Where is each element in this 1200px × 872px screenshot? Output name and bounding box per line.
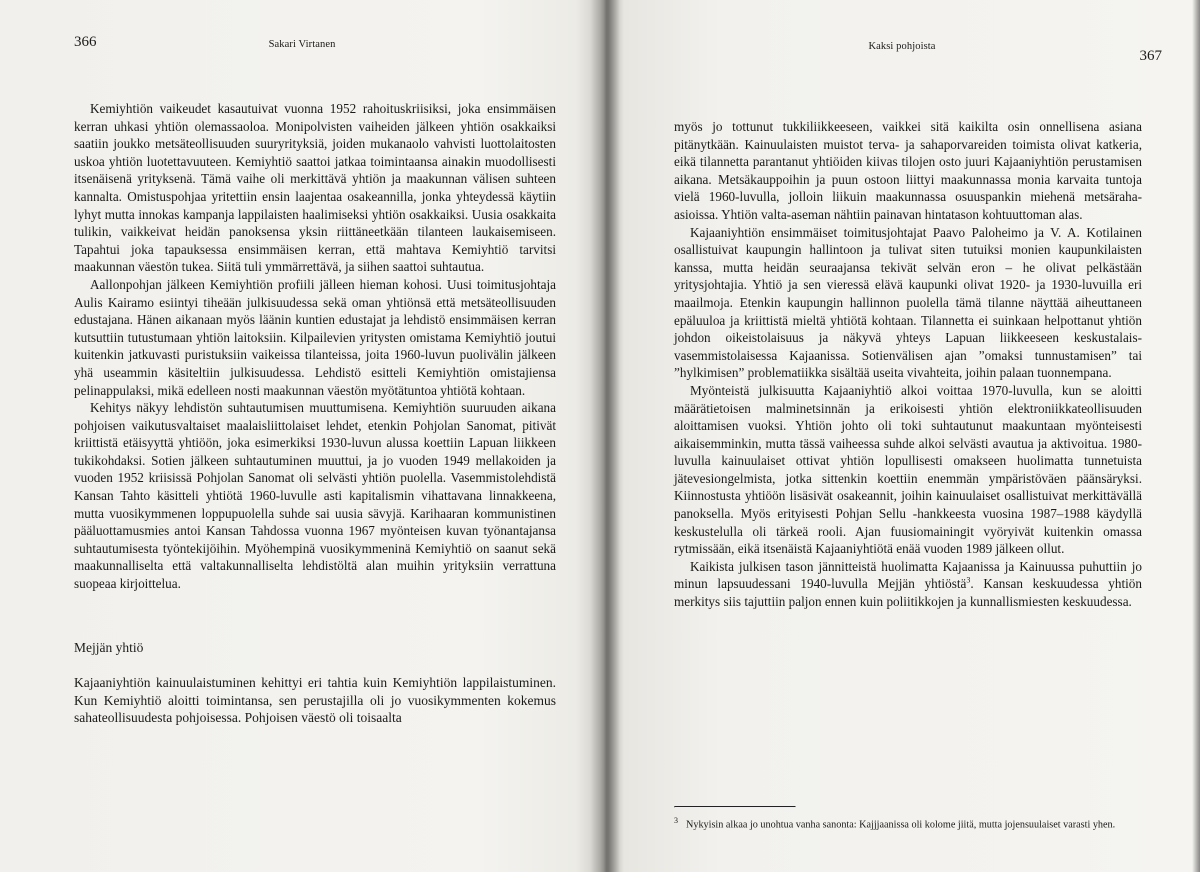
paragraph-text: Kaikista julkisen tason jännitteistä huolimatta Kajaanissa ja Kainuussa puhuttiin jo minun lapsuudessani 1940-luvulla Mejjän yhtiöstä	[674, 558, 1142, 592]
paragraph: Kehitys näkyy lehdistön suhtautumisen muuttumisena. Kemiyhtiön suuruuden aikana pohjoisen vaikutusvaltaiset maalaisliittolaiset lehdet, etenkin Pohjolan Sanomat, pitivät kriittistä etäisyyttä yhtiöön, joka esimerkiksi 1930-luvun alussa koettiin Lapuan liikkeen tukikohdaksi. Sotien jälkeen suhtautuminen muuttui, ja jo vuoden 1949 mellakoiden ja vuoden 1952 kriisissä Pohjolan Sanomat oli selvästi yhtiön puolella. Vasemmistolehdistä Kansan Tahto käsitteli yhtiötä 1960-luvulle asti kapitalismin vihattavana linnakkeena, mutta vuosikymmenen loppupuolella suhde sai uusia sävyjä. Karihaaran kommunistinen pääluottamusmies antoi Kansan Tahdossa vuonna 1967 myönteisen kuvan työnantajansa suhtautumisesta työntekijöihin. Myöhempinä vuosikymmeninä Kemiyhtiö on saanut sekä maakunnalliselta että valtakunnalliselta lehdistöltä alan muihin yrityksiin verrattuna suopeaa kirjoittelua.	[74, 400, 556, 592]
paragraph	[674, 558, 1142, 611]
right-page-body	[674, 118, 1142, 611]
footnote-text: Nykyisin alkaa jo unohtua vanha sanonta: Kajjjaanissa oli kolome jiitä, mutta jojensuulaiset varasti yhen.	[686, 819, 1116, 831]
running-head: Sakari Virtanen	[268, 39, 336, 50]
footnote-divider	[674, 806, 796, 808]
running-head: Kaksi pohjoista	[868, 41, 936, 52]
section	[74, 639, 556, 727]
paragraph: Aallonpohjan jälkeen Kemiyhtiön profiili jälleen hieman kohosi. Uusi toimitusjohtaja Aulis Kairamo esiintyi tiheään julkisuudessa sekä oman yhtiönsä että metsäteollisuuden edustajana. Hänen aikanaan myös läänin kuntien edustajat ja lehdistö ensimmäisen kerran kutsuttiin tutustumaan yhtiön laitoksiin. Kilpailevien yritysten omistama Kemiyhtiö joutui kuitenkin jatkuvasti puristuksiin vaikeissa tilanteissa, joita 1960-luvun puolivälin jälkeen yhä useammin käsiteltiin julkisuudessa. Lehdistö esitteli Kemiyhtiön omistajiensa pelinappulaksi, mikä edelleen nosti maakunnan väestön myötätuntoa yhtiötä kohtaan.	[74, 276, 556, 398]
paragraph: Kajaaniyhtiön kainuulaistuminen kehittyi eri tahtia kuin Kemiyhtiön lappilaistuminen. Kun Kemiyhtiö aloitti toimintansa, sen perustajilla oli jo vuosikymmenten kokemus sahateollisuudesta pohjoisessa. Pohjoisen väestö oli toisaalta	[74, 675, 556, 726]
left-page-body	[74, 100, 556, 727]
section-heading: Mejjän yhtiö	[74, 639, 144, 655]
paragraph: Kemiyhtiön vaikeudet kasautuivat vuonna 1952 rahoituskriisiksi, joka ensimmäisen kerran uhkasi yhtiön olemassaoloa. Monipolvisten vaiheiden jälkeen yhtiön osakkaiksi saatiin joukko metsäteollisuuden suuryrityksiä, joiden mukanaolo vahvisti luottolaitosten uskoa yhtiön luotettavuuteen. Kemiyhtiö saattoi jatkaa toimintaansa ainakin muodollisesti itsenäisenä yrityksenä. Tämä vaihe oli merkittävä yhtiön ja maakunnan välisen suhteen kannalta. Omistuspohjaa yritettiin ensin laajentaa osakeannilla, jonka yhteydessä käytiin lyhyt mutta innokas kampanja lappilaisten haalimiseksi yhtiön osakkaiksi. Uusia osakkaita tulikin, vaikkeivat heidän panoksensa yksin riittäneetkään tilanteen laukaisemiseen. Tapahtui joka tapauksessa ensimmäisen kerran, että mahtava Kemiyhtiö tarvitsi maakunnan väestön tukea. Siitä tuli ymmärrettävä, ja siihen saattoi suhtautua.	[74, 101, 556, 275]
page-number: 367	[1139, 48, 1162, 64]
footnote-mark: 3	[674, 816, 678, 825]
footnote	[674, 814, 1142, 832]
footnote-reference[interactable]: 3	[966, 576, 971, 586]
paragraph-text: . Kansan keskuudessa yhtiön merkitys siis tajuttiin paljon ennen kuin poliitikkojen ja kunnallismiesten keskuudessa.	[674, 576, 1142, 610]
paragraph: Myönteistä julkisuutta Kajaaniyhtiö alkoi voittaa 1970-luvulla, kun se aloitti määrätietoisen malminetsinnän ja erikoisesti yhtiön elektroniikkateollisuuden aloittamisen vuoksi. Yhtiön johto oli toki suhtautunut maakuntaan myönteisesti aikaisemminkin, mutta tässä vaiheessa suhde alkoi selvästi avautua ja aktivoitua. 1980-luvulla kainuulaiset ottivat yhtiön lopullisesti omakseen huolimatta tunnetuista jätevesiongelmista, jotka sittenkin koettiin enemmän ympäristöväen päänsäryksi. Kiinnostusta yhtiöön lisäsivät osakeannit, joihin kainuulaiset osallistuivat merkittävällä panoksella. Myös erityisesti Pohjan Sellu -hankkeesta vuosina 1987–1988 käydyllä keskustelulla oli tärkeä rooli. Ajan fuusiomainingit vyöryivät kuitenkin omassa rytmissään, eikä itsenäistä Kajaaniyhtiötä enää vuoden 1989 jälkeen ollut.	[674, 382, 1142, 557]
right-page	[604, 0, 1200, 872]
page-edge-shadow	[1192, 0, 1200, 872]
paragraph: myös jo tottunut tukkiliikkeeseen, vaikkei sitä kaikilta osin onnellisena asiana pitänytkään. Kainuulaisten muistot terva- ja sahaporvareiden toimista olivat katkeria, eikä tilannetta parantanut yhtiöiden kiivas tilojen osto juuri Kajaaniyhtiön perustamisen aikana. Metsäkauppoihin ja puun ostoon liittyi maakunnassa monia karvaita tuntoja vielä 1960-luvulla, jolloin liikuin maakunnassa osuuspankin miehenä metsäraha-asioissa. Yhtiön valta-aseman nähtiin painavan hintatason kohtuuttoman alas.	[674, 119, 1142, 222]
page-number: 366	[74, 34, 97, 50]
paragraph: Kajaaniyhtiön ensimmäiset toimitusjohtajat Paavo Paloheimo ja V. A. Kotilainen osallistuivat kaupungin hallintoon ja tulivat siten tutuiksi monien kaupunkilaisten kanssa, mutta heidän seuraajansa tekivät selvän eron – he olivat pelkästään yritysjohtajia. Yhtiö ja sen vieressä elävä kaupunki olivat 1920- ja 1930-luvuilla eri maailmoja. Etenkin kaupungin hallinnon puolella tämä tilanne näyttää aiheuttaneen epäluuloa ja kriittistä mieltä yhtiötä kohtaan. Tilannetta ei suinkaan helpottanut yhtiön johdon oikeistolaisuus ja näkyvä yhteys Lapuan liikkeeseen keskustalais-vasemmistolaisessa Kajaanissa. Sotienvälisen ajan ”omaksi tunnustamisen” tai ”hylkimisen” problematiikka sisältää useita vivahteita, joihin palaan tuonnempana.	[674, 224, 1142, 381]
